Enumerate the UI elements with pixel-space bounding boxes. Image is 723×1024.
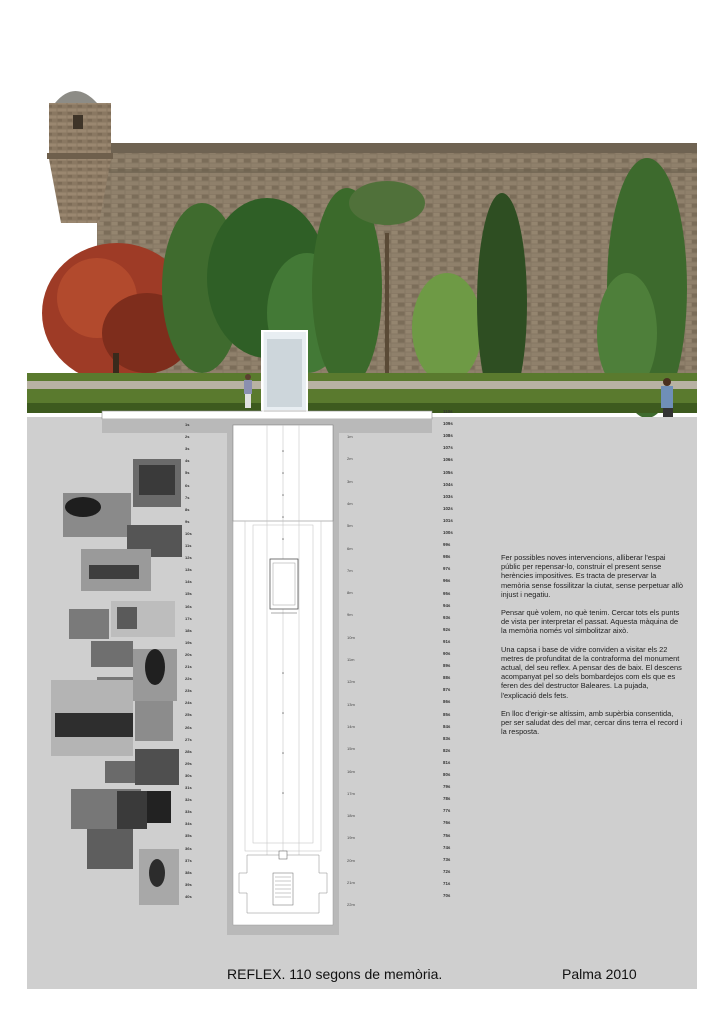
scale-tick-label: 25s: [185, 712, 192, 718]
scale-tick-label: 102s: [443, 505, 453, 511]
poster-title: REFLEX. 110 segons de memòria.: [227, 966, 443, 982]
scale-tick-label: 89s: [443, 663, 451, 669]
scale-tick-label: 21s: [185, 664, 192, 669]
scale-tick-label: 16s: [185, 603, 192, 609]
scale-tick-label: 13m: [347, 701, 355, 707]
scale-tick-label: 3s: [185, 446, 190, 452]
scale-tick-label: 9m: [347, 612, 353, 618]
scale-tick-label: 15s: [185, 591, 192, 597]
scale-tick-label: 104s: [443, 481, 453, 487]
scale-tick-label: 77s: [443, 808, 451, 814]
scale-tick-label: 31s: [185, 785, 192, 790]
scale-tick-label: 91s: [443, 638, 451, 644]
scale-tick-label: 29s: [185, 760, 192, 766]
scale-tick-label: 35s: [185, 833, 192, 839]
scale-tick-label: 70s: [443, 893, 451, 898]
scale-tick-label: 1m: [347, 434, 353, 439]
scale-tick-label: 105s: [443, 469, 453, 475]
scale-tick-label: 14m: [347, 723, 355, 729]
scale-tick-label: 18m: [347, 813, 355, 819]
scale-tick-label: 39s: [185, 881, 192, 887]
scale-tick-label: 85s: [443, 711, 451, 717]
scale-tick-label: 17s: [185, 615, 192, 621]
scale-tick-label: 22s: [185, 676, 192, 682]
scale-tick-label: 88s: [443, 675, 451, 681]
paragraph-4: En lloc d'erigir-se altíssim, amb supèrbia consentida, per ser saludat des del mar, cercar dins terra el record i la resposta.: [501, 708, 683, 737]
scale-tick-label: 3m: [347, 478, 353, 484]
scale-tick-label: 78s: [443, 796, 451, 802]
scale-tick-label: 99s: [443, 542, 451, 548]
scale-tick-label: 84s: [443, 723, 451, 729]
scale-tick-label: 6s: [185, 482, 190, 488]
scale-tick-label: 95s: [443, 590, 451, 596]
bottom-pit: [239, 851, 327, 913]
scale-tick-label: 80s: [443, 772, 451, 777]
scale-tick-label: 2m: [347, 456, 353, 462]
scale-tick-label: 11m: [347, 657, 355, 662]
scale-tick-label: 15m: [347, 746, 355, 752]
scale-tick-label: 74s: [443, 844, 451, 850]
scale-tick-label: 1s: [185, 422, 190, 427]
scale-tick-label: 32s: [185, 797, 192, 803]
scale-tick-label: 98s: [443, 554, 451, 560]
scale-tick-label: 101s: [443, 517, 453, 523]
scale-tick-label: 12s: [185, 555, 192, 561]
scale-tick-label: 19s: [185, 639, 192, 645]
scale-tick-label: 20s: [185, 651, 192, 657]
scale-tick-label: 7m: [347, 567, 353, 573]
scale-tick-label: 100s: [443, 530, 453, 535]
scale-tick-label: 8m: [347, 590, 353, 596]
scale-tick-label: 33s: [185, 809, 192, 815]
scale-tick-label: 96s: [443, 578, 451, 584]
scale-tick-label: 22m: [347, 902, 355, 908]
scale-tick-label: 36s: [185, 845, 192, 851]
scale-tick-label: 19m: [347, 835, 355, 841]
scale-tick-label: 10m: [347, 634, 355, 640]
scale-tick-label: 17m: [347, 790, 355, 796]
scale-tick-label: 12m: [347, 679, 355, 685]
scale-tick-label: 4s: [185, 458, 190, 464]
scale-tick-label: 71s: [443, 880, 451, 886]
scale-tick-label: 94s: [443, 602, 451, 608]
scale-tick-label: 4m: [347, 500, 353, 506]
scale-tick-label: 7s: [185, 494, 190, 500]
scale-tick-label: 38s: [185, 869, 192, 875]
scale-tick-label: 18s: [185, 627, 192, 633]
scale-tick-label: 108s: [443, 433, 453, 439]
scale-tick-label: 14s: [185, 579, 192, 585]
scale-tick-label: 37s: [185, 857, 192, 863]
scale-tick-label: 83s: [443, 735, 451, 741]
scale-tick-label: 6m: [347, 545, 353, 551]
paragraph-2: Pensar què volem, no què tenim. Cercar tots els punts de vista per interpretar el passat. Aquesta màquina de la memòria només vol simbolitzar això.: [501, 608, 680, 636]
poster-sheet: [27, 73, 697, 989]
scale-tick-label: 11s: [185, 543, 192, 548]
scale-tick-label: 73s: [443, 856, 451, 862]
scale-tick-label: 106s: [443, 457, 453, 463]
scale-tick-label: 93s: [443, 614, 451, 620]
scale-tick-label: 76s: [443, 820, 451, 826]
scale-tick-label: 97s: [443, 566, 451, 572]
scale-tick-label: 23s: [185, 688, 192, 694]
scale-tick-label: 86s: [443, 699, 451, 705]
scale-tick-label: 28s: [185, 748, 192, 754]
scale-tick-label: 27s: [185, 736, 192, 742]
scale-tick-label: 90s: [443, 651, 451, 656]
scale-tick-label: 109s: [443, 421, 453, 427]
scale-tick-label: 20m: [347, 857, 355, 863]
historic-photo-collage: [51, 459, 182, 905]
paragraph-1: Fer possibles noves intervencions, alliberar l'espai públic per repensar-lo, construir el present sense herències impositives. Es tracta de preservar la memòria sense fossilitzar la ciutat, sense perpetuar allò injust i negatiu.: [501, 553, 683, 599]
place-year: Palma 2010: [562, 966, 637, 982]
scale-tick-label: 34s: [185, 821, 192, 827]
elevator-cabin: [270, 559, 298, 613]
scale-tick-label: 87s: [443, 687, 451, 693]
scale-tick-label: 79s: [443, 784, 451, 790]
scale-tick-label: 16m: [347, 768, 355, 774]
scale-tick-label: 82s: [443, 747, 451, 753]
scale-tick-label: 40s: [185, 893, 192, 899]
scale-tick-label: 10s: [185, 530, 192, 536]
scale-tick-label: 81s: [443, 759, 451, 765]
scale-tick-label: 110s: [443, 409, 453, 414]
scale-tick-label: 5s: [185, 470, 190, 476]
scale-tick-label: 21m: [347, 880, 355, 885]
scale-tick-label: 107s: [443, 445, 453, 451]
scale-tick-label: 9s: [185, 518, 190, 524]
scale-tick-label: 24s: [185, 700, 192, 706]
scale-tick-label: 13s: [185, 567, 192, 573]
project-description: [501, 553, 683, 745]
scale-tick-label: 5m: [347, 523, 353, 529]
scale-tick-label: 75s: [443, 832, 451, 838]
scale-tick-label: 8s: [185, 506, 190, 512]
scale-tick-label: 72s: [443, 868, 451, 874]
scale-tick-label: 92s: [443, 626, 451, 632]
scale-tick-label: 26s: [185, 724, 192, 730]
scale-tick-label: 103s: [443, 493, 453, 499]
scale-tick-label: 2s: [185, 434, 190, 440]
scale-tick-label: 30s: [185, 772, 192, 778]
section-drawing: [27, 73, 697, 989]
paragraph-3: Una capsa i base de vidre conviden a visitar els 22 metres de profunditat de la contraforma del monument actual, del seu reflex. A pensar des de baix. El descens acompanyat pel so dels bombardejos com els que es feren des del destructor Baleares. La pujada, l'explicació dels fets.: [501, 644, 682, 700]
